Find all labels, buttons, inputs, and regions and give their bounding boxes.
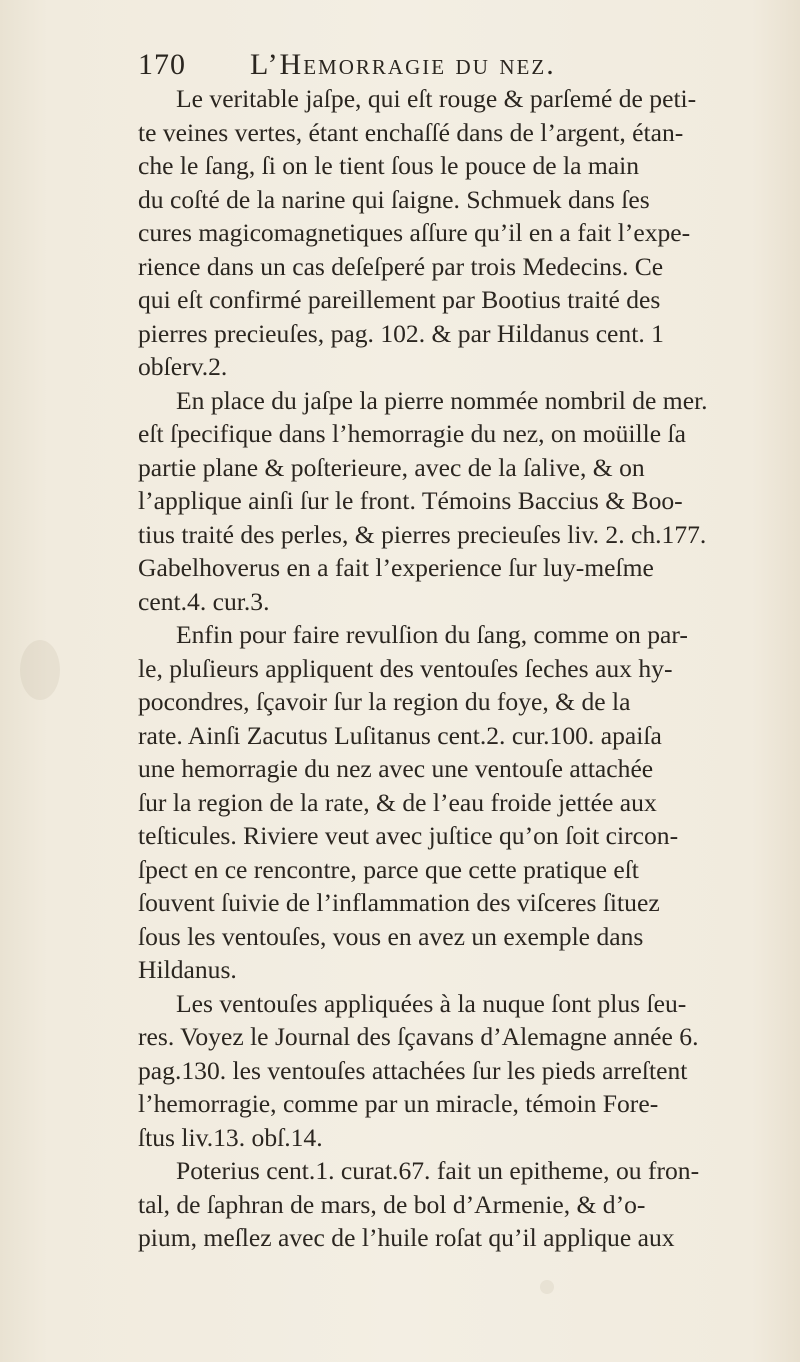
text-line: ſur la region de la rate, & de l’eau froide jettée aux: [138, 787, 657, 817]
running-title: L’Hemorragie du nez.: [250, 48, 556, 81]
text-line: rience dans un cas deſeſperé par trois Medecins. Ce: [138, 251, 664, 281]
text-line: qui eſt confirmé pareillement par Bootius traité des: [138, 285, 661, 314]
text-line: cures magicomagnetiques aſſure qu’il en a fait l’expe-: [138, 218, 691, 247]
page-stain: [540, 1280, 554, 1294]
page-number: 170: [138, 48, 186, 81]
text-line: teſticules. Riviere veut avec juſtice qu’on ſoit circon-: [138, 821, 679, 850]
text-line: partie plane & poſterieure, avec de la ſalive, & on: [138, 452, 645, 482]
text-line: En place du jaſpe la pierre nommée nombril de mer.: [176, 385, 708, 415]
text-line: Poterius cent.1. curat.67. fait un epitheme, ou fron-: [176, 1156, 700, 1185]
text-line: te veines vertes, étant enchaſſé dans de l’argent, étan-: [138, 117, 684, 147]
text-line: l’applique ainſi ſur le front. Témoins Baccius & Boo-: [138, 486, 683, 515]
text-line: ſpect en ce rencontre, parce que cette pratique eſt: [138, 854, 639, 884]
text-line: Gabelhoverus en a fait l’experience ſur luy-meſme: [138, 553, 654, 582]
text-line: cent.4. cur.3.: [138, 586, 270, 616]
text-line: ſtus liv.13. obſ.14.: [138, 1122, 323, 1152]
text-line: Les ventouſes appliquées à la nuque ſont plus ſeu-: [176, 988, 687, 1018]
text-line: tius traité des perles, & pierres precieuſes liv. 2. ch.177.: [138, 519, 707, 549]
text-line: Le veritable jaſpe, qui eſt rouge & parſemé de peti-: [176, 84, 697, 113]
text-line: l’hemorragie, comme par un miracle, témoin Fore-: [138, 1089, 659, 1118]
text-line: ſouvent ſuivie de l’inflammation des viſceres ſituez: [138, 888, 660, 917]
text-line: Enfin pour faire revulſion du ſang, comme on par-: [176, 620, 688, 649]
text-line: le, pluſieurs appliquent des ventouſes ſeches aux hy-: [138, 653, 673, 683]
text-line: pag.130. les ventouſes attachées ſur les pieds arreſtent: [138, 1055, 688, 1085]
text-line: une hemorragie du nez avec une ventouſe attachée: [138, 754, 654, 783]
text-line: du coſté de la narine qui ſaigne. Schmuek dans ſes: [138, 184, 650, 214]
text-line: pocondres, ſçavoir ſur la region du foye, & de la: [138, 687, 631, 716]
text-line: pium, meſlez avec de l’huile roſat qu’il applique aux: [138, 1223, 675, 1252]
text-line: res. Voyez le Journal des ſçavans d’Alemagne année 6.: [138, 1022, 699, 1051]
text-line: Hildanus.: [138, 955, 237, 984]
text-line: ſous les ventouſes, vous en avez un exemple dans: [138, 921, 644, 951]
text-line: che le ſang, ſi on le tient ſous le pouce de la main: [138, 151, 640, 180]
text-line: rate. Ainſi Zacutus Luſitanus cent.2. cur.100. apaiſa: [138, 720, 662, 750]
body-text: [138, 82, 798, 1255]
page-stain: [20, 640, 60, 700]
text-line: obſerv.2.: [138, 352, 228, 381]
text-line: pierres precieuſes, pag. 102. & par Hildanus cent. 1: [138, 318, 664, 348]
text-line: eſt ſpecifique dans l’hemorragie du nez, on moüille ſa: [138, 419, 686, 448]
text-line: tal, de ſaphran de mars, de bol d’Armenie, & d’o-: [138, 1189, 646, 1219]
